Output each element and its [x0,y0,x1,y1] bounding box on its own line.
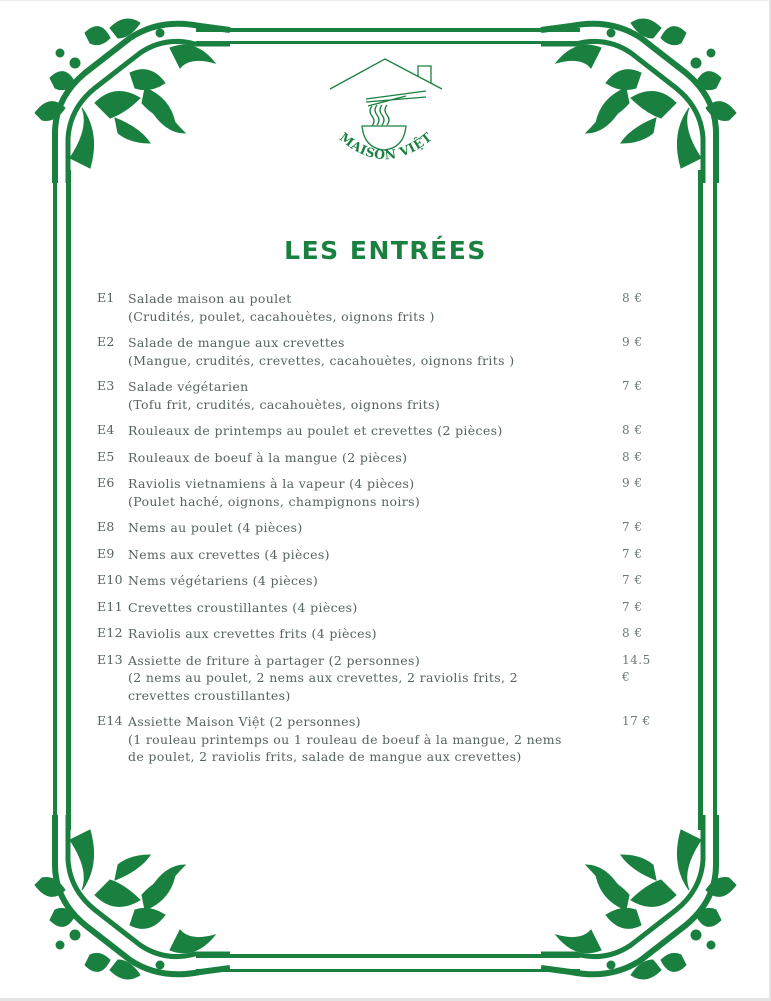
frame-right-inner-line [698,170,703,830]
frame-bottom-inner-line [196,954,580,958]
frame-top-inner-line [196,41,580,44]
item-price: 7 € [622,546,643,561]
menu-item-e12 [97,625,657,643]
item-code: E11 [97,598,123,614]
item-name: Assiette de friture à partager (2 personnes) [128,652,421,668]
menu-list [97,290,657,775]
menu-item-e3 [97,378,657,413]
item-name: Crevettes croustillantes (4 pièces) [128,599,358,615]
item-code: E3 [97,378,115,393]
menu-item-e6 [97,475,657,510]
item-price: 17 € [622,714,651,728]
item-price: 9 € [622,335,643,349]
item-name: Raviolis vietnamiens à la vapeur (4 pièces) [128,476,415,491]
corner-ornament-top-left-icon [30,8,240,208]
frame-left-outer-line [53,170,57,830]
item-description: (Tofu frit, crudités, cacahouètes, oignons frits) [128,396,441,412]
menu-item-e5 [97,449,657,467]
menu-item-e1 [97,290,657,325]
item-description: (1 rouleau printemps ou 1 rouleau de boeuf à la mangue, 2 nems de poulet, 2 raviolis frits, salade de mangue aux crevettes) [128,731,562,764]
corner-ornament-bottom-right-icon [531,790,741,990]
frame-bottom-outer-line [196,969,580,972]
item-price: 8 € [622,449,643,464]
maison-viet-logo [326,56,446,176]
corner-ornament-bottom-left-icon [30,790,240,990]
item-code: E9 [97,545,115,561]
menu-item-e13 [97,652,657,705]
frame-top-outer-line [196,28,580,32]
frame-right-outer-line [713,170,717,830]
item-code: E8 [97,519,115,534]
section-title: LES ENTRÉES [284,236,487,265]
item-price: 7 € [622,379,643,393]
item-name: Assiette Maison Việt (2 personnes) [128,714,361,729]
item-price: 7 € [622,520,643,534]
item-name: Salade végétarien [128,379,249,394]
item-price: 8 € [622,291,643,305]
item-name: Nems aux crevettes (4 pièces) [128,546,330,562]
menu-item-e9 [97,546,657,564]
item-code: E10 [97,572,123,587]
item-description: (2 nems au poulet, 2 nems aux crevettes, 2 raviolis frits, 2 crevettes croustillantes) [128,670,518,703]
item-price: 7 € [622,599,643,614]
item-price: 14.5 € [622,652,651,684]
item-code: E5 [97,448,115,464]
corner-ornament-top-right-icon [531,8,741,208]
menu-item-e11 [97,599,657,617]
item-name: Rouleaux de printemps au poulet et crevettes (2 pièces) [128,423,503,438]
menu-item-e14 [97,713,657,766]
item-name: Nems végétariens (4 pièces) [128,573,319,588]
chopsticks-icon [366,91,426,106]
logo-brand-text: MAISON VIỆT [336,129,435,163]
item-name: Rouleaux de boeuf à la mangue (2 pièces) [128,449,408,465]
item-code: E13 [97,651,123,667]
house-roof-icon [330,59,442,89]
item-price: 7 € [622,573,643,587]
item-code: E4 [97,422,115,437]
menu-item-e10 [97,572,657,590]
menu-item-e2 [97,334,657,369]
item-name: Nems au poulet (4 pièces) [128,520,303,535]
item-code: E6 [97,475,115,490]
item-code: E1 [97,290,115,305]
menu-item-e8 [97,519,657,537]
item-price: 8 € [622,423,643,437]
item-name: Salade de mangue aux crevettes [128,335,345,350]
item-name: Salade maison au poulet [128,291,292,306]
item-code: E14 [97,713,123,728]
frame-left-inner-line [66,170,71,830]
item-price: 9 € [622,476,643,490]
item-name: Raviolis aux crevettes frits (4 pièces) [128,626,377,641]
item-description: (Poulet haché, oignons, champignons noirs) [128,493,421,509]
item-code: E12 [97,625,123,640]
item-code: E2 [97,334,115,349]
noodles-icon [370,105,389,126]
item-price: 8 € [622,626,643,640]
item-description: (Crudités, poulet, cacahouètes, oignons frits ) [128,308,435,324]
item-description: (Mangue, crudités, crevettes, cacahouètes, oignons frits ) [128,352,515,368]
menu-item-e4 [97,422,657,440]
